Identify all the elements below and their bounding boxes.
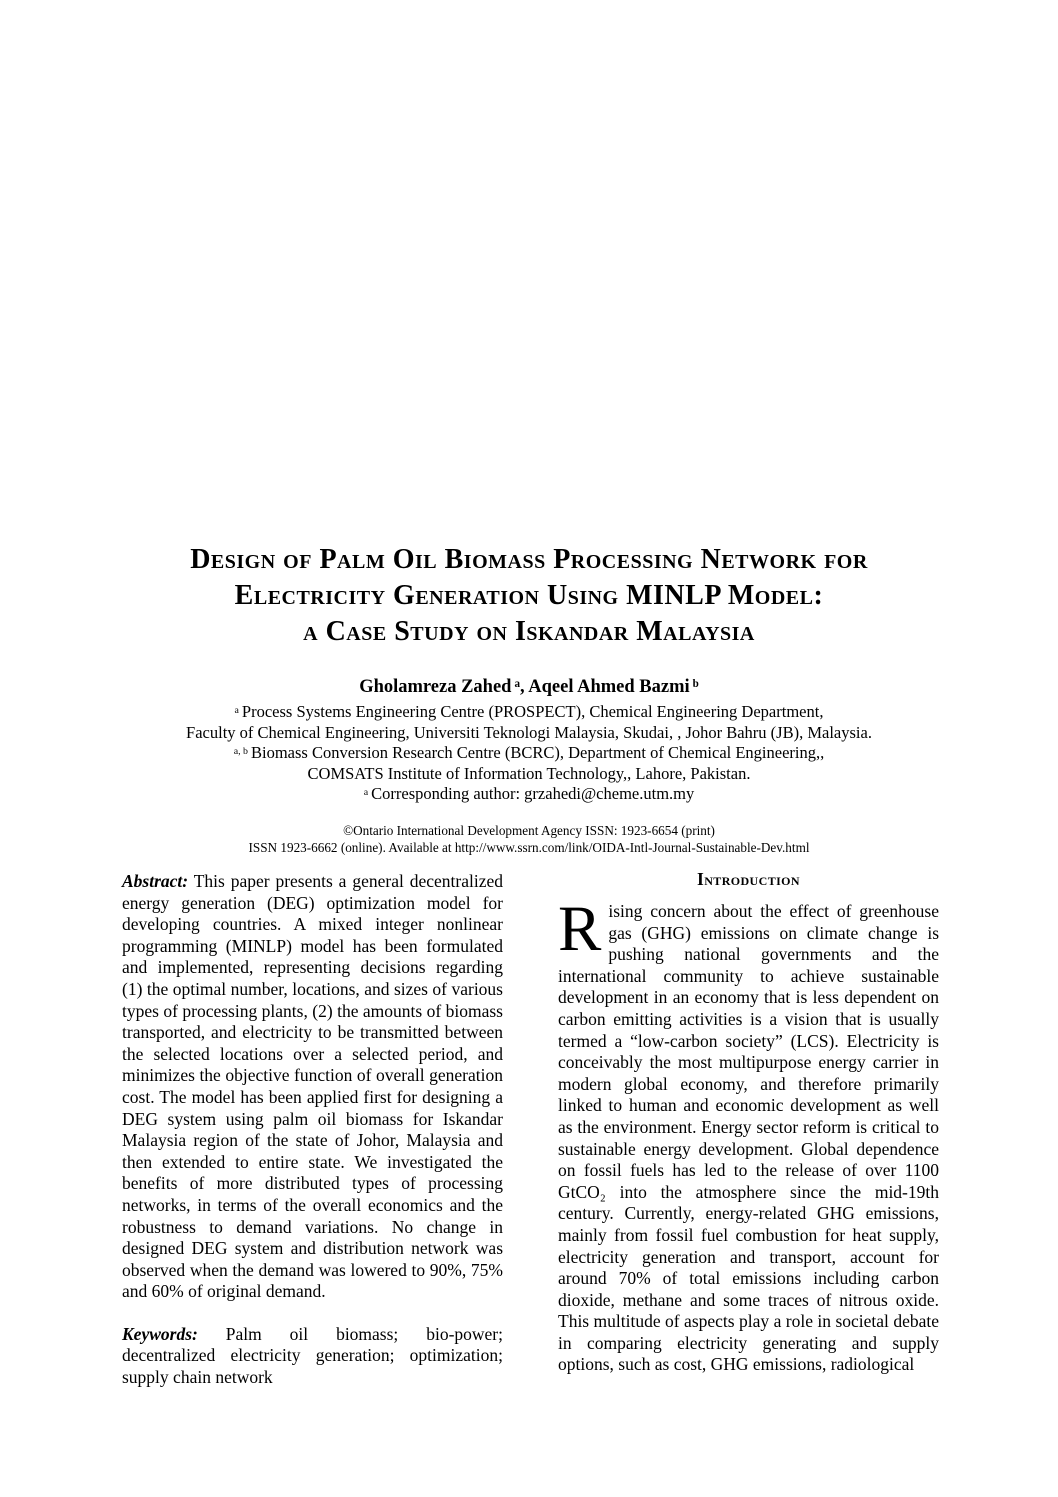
affiliation-text: Faculty of Chemical Engineering, Universiti Teknologi Malaysia, Skudai, , Johor Bahru (JB), Malaysia. [186,722,872,742]
affiliation-line-1 [0,702,1058,723]
affiliation-marker: a [363,786,369,798]
affiliation-text: Process Systems Engineering Centre (PROSPECT), Chemical Engineering Department, [241,702,824,721]
affiliation-text: COMSATS Institute of Information Technology,, Lahore, Pakistan. [307,763,751,783]
paper-title [0,542,1058,650]
introduction-text: ising concern about the effect of greenhouse gas (GHG) emissions on climate change is pushing national governments and the international community to achieve sustainable development in an economy that is less dependent on carbon emitting activities is a vision that is usually termed a “low-carbon society” (LCS). Electricity is conceivably the most multipurpose energy carrier in modern global economy, and therefore primarily linked to human and economic development as well as the environment. Energy sector reform is critical to sustainable energy development. Global dependence on fossil fuels has led to the release of over 1100 GtCO₂ into the atmosphere since the mid-19th century. Currently, energy-related GHG emissions, mainly from fossil fuel combustion for heat supply, electricity generation and transport, account for around 70% of total emissions including carbon dioxide, methane and some traces of nitrous oxide. This multitude of aspects play a role in societal debate in comparing electricity generating and supply options, such as cost, GHG emissions, radiological [558,901,939,1375]
keywords-paragraph [122,1324,503,1389]
abstract-label: Abstract: [122,871,189,891]
introduction-heading: Introduction [697,869,800,889]
abstract-text: This paper presents a general decentralized energy generation (DEG) optimization model for developing countries. A mixed integer nonlinear programming (MINLP) model has been formulated and implemented, representing decisions regarding (1) the optimal number, locations, and sizes of various types of processing plants, (2) the amounts of biomass transported, and electricity to be transmitted between the selected locations over a selected period, and minimizes the objective function of overall generation cost. The model has been applied first for designing a DEG system using palm oil biomass for Iskandar Malaysia region of the state of Johor, Malaysia and then extended to entire state. We investigated the benefits of more distributed types of processing networks, in terms of the overall economics and the robustness to demand variations. No change in designed DEG system and distribution network was observed when the demand was lowered to 90%, 75% and 60% of original demand. [122,871,503,1302]
affiliation-line-4 [0,764,1058,785]
author-name-2: Aqeel Ahmed Bazmi [528,677,690,697]
author-name-1: Gholamreza Zahed [359,677,512,697]
paper-title-line-1: Design of Palm Oil Biomass Processing Network for [190,544,868,575]
paper-title-line-2: Electricity Generation Using MINLP Model: [234,580,824,611]
journal-imprint [0,823,1058,857]
keywords-text: Palm oil biomass; bio-power; decentralized electricity generation; optimization; supply chain network [122,1323,503,1388]
author-separator: , [520,677,529,697]
drop-cap: R [558,893,602,965]
affiliation-marker: a [234,704,239,716]
affiliation-line-5 [0,784,1058,805]
paper-title-line-3: a Case Study on Iskandar Malaysia [303,616,755,647]
imprint-line-1: ©Ontario International Development Agency ISSN: 1923-6654 (print) [343,823,715,838]
abstract-paragraph [122,871,503,1303]
affiliations [0,702,1058,805]
author-2-affiliation-marker: b [692,678,699,691]
affiliation-marker: a, b [233,745,248,757]
authors-line [0,676,1058,699]
keywords-label: Keywords: [122,1323,198,1344]
author-1-affiliation-marker: a [514,678,521,691]
imprint-line-2: ISSN 1923-6662 (online). Available at http://www.ssrn.com/link/OIDA-Intl-Journal-Sustainable-Dev.html [248,839,810,855]
left-column [122,871,503,1389]
corresponding-author-email: Corresponding author: grzahedi@cheme.utm.my [371,784,695,804]
introduction-paragraph [558,893,939,1376]
affiliation-text: Biomass Conversion Research Centre (BCRC), Department of Chemical Engineering,, [251,743,825,763]
right-column [558,871,939,1376]
affiliation-line-3 [0,743,1058,764]
affiliation-line-2 [0,723,1058,744]
